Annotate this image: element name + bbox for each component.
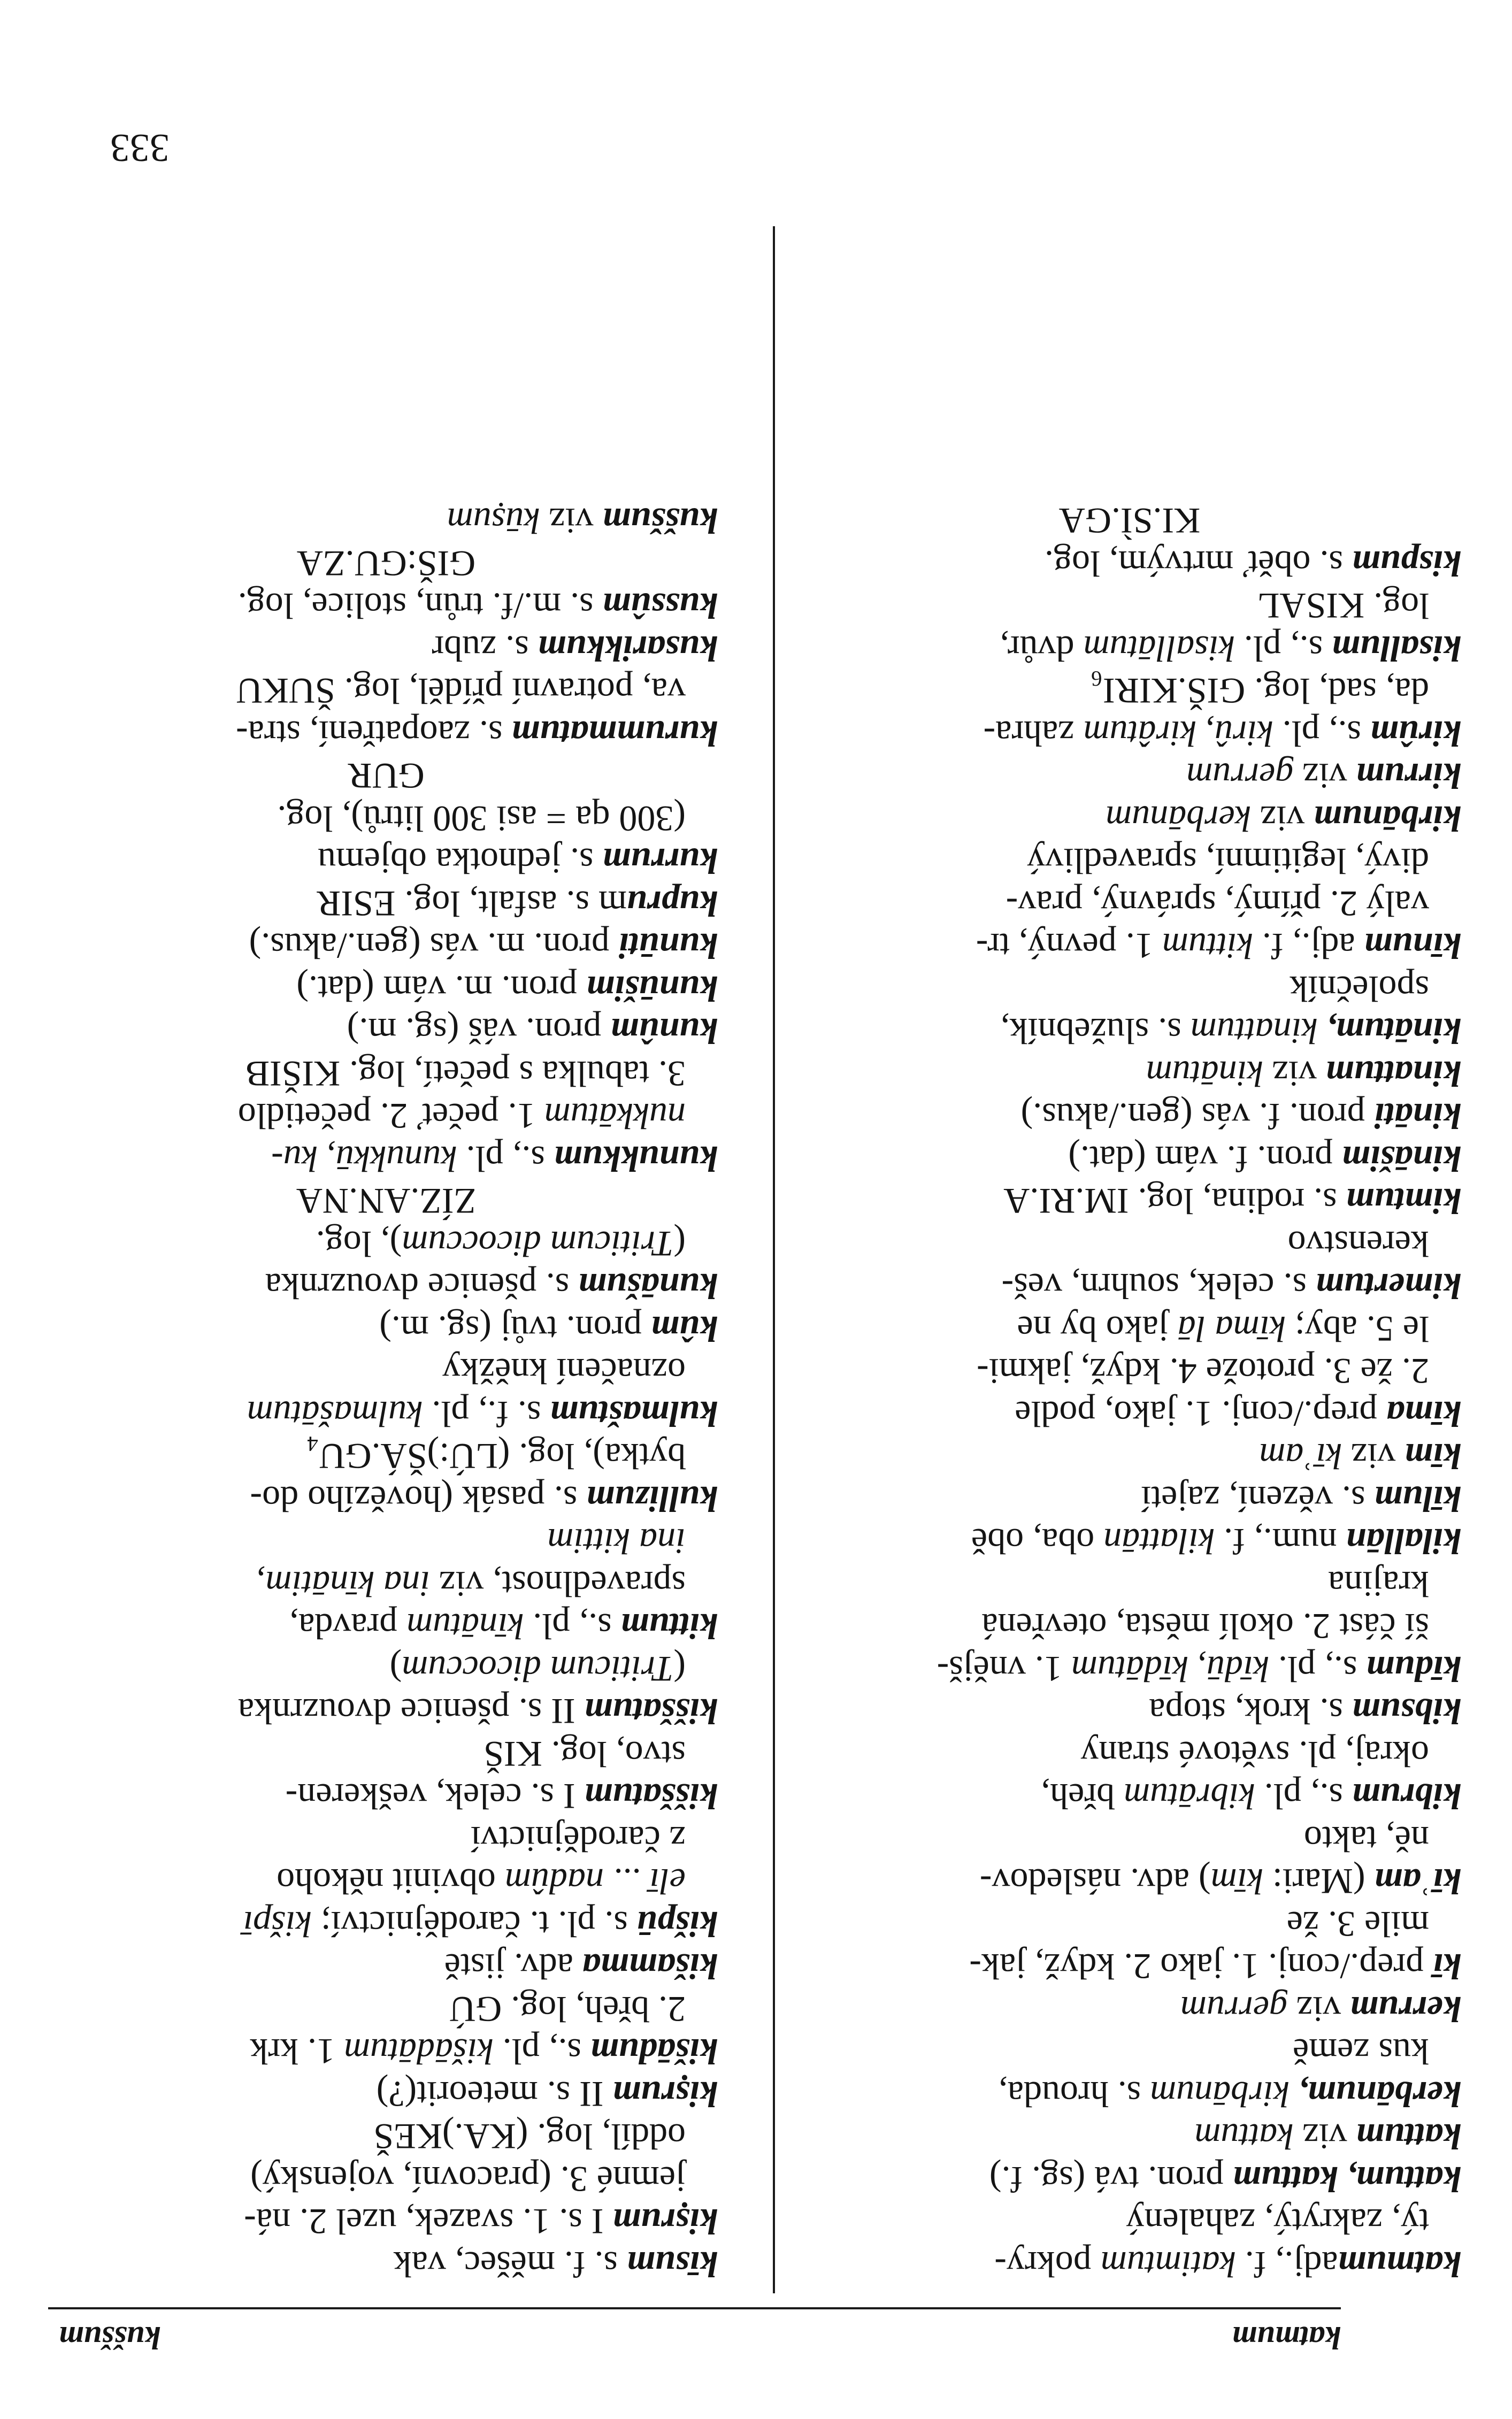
gloss-text: s., pl. — [1255, 1776, 1352, 1817]
italic-form: kulmašātum — [247, 1394, 423, 1434]
continuation-line — [55, 2158, 718, 2201]
gloss-text: krajina — [1328, 1564, 1429, 1604]
continuation-line — [55, 1988, 718, 2031]
headword: kurummatum — [511, 713, 718, 754]
entry-line — [55, 2030, 718, 2073]
headword: kirbānum — [1314, 798, 1461, 839]
entry-line — [798, 2158, 1461, 2201]
gloss-text: viz — [540, 501, 603, 542]
continuation-line — [798, 1733, 1461, 1776]
header-rule — [48, 2307, 1341, 2309]
gloss-text: da, sad, log. GIŠ.KIRI₆ — [1090, 671, 1429, 712]
gloss-text: s. pl. t. čarodějnictví; — [311, 1904, 637, 1945]
continuation-line — [798, 2200, 1461, 2243]
entry-line — [798, 1945, 1461, 1988]
continuation-line — [798, 1308, 1461, 1350]
entry-line — [55, 840, 718, 882]
headword: kišādum — [590, 2031, 718, 2072]
gloss-text: ZÍZ.AN.NA — [296, 1181, 477, 1222]
headword: kī — [1433, 1946, 1461, 1987]
gloss-text: 1. vnějš- — [937, 1649, 1071, 1690]
gloss-text: prep./conj. 1. jako 2. když, jak- — [969, 1946, 1433, 1987]
entry-line — [55, 1775, 718, 1818]
headword: kûm — [651, 1309, 718, 1349]
guide-word-left: katmum — [1232, 2320, 1341, 2355]
headword: kīlum — [1374, 1479, 1461, 1519]
headword: kupru — [626, 884, 718, 924]
continuation-line — [55, 1733, 718, 1776]
gloss-text: s. zaopatření, stra- — [236, 713, 512, 754]
gloss-text: ( — [673, 1224, 686, 1264]
gloss-text: viz — [1293, 756, 1356, 797]
headword: kurrum — [602, 841, 718, 882]
entry-line — [55, 2200, 718, 2243]
headword: kittum — [620, 1606, 718, 1647]
entry-line — [798, 1520, 1461, 1563]
entry-line — [798, 627, 1461, 670]
headword: kiṣrum — [612, 2201, 718, 2243]
logogram-line — [55, 755, 718, 797]
continuation-line — [798, 1605, 1461, 1648]
entry-line — [798, 712, 1461, 755]
continuation-line — [55, 670, 718, 712]
headword: kināšim — [1342, 1139, 1461, 1179]
headword: kerrum — [1350, 1989, 1461, 2030]
entry-line — [55, 2243, 718, 2286]
logogram-line — [55, 542, 718, 585]
italic-form: kūṣum — [447, 501, 540, 542]
entry-line — [55, 1478, 718, 1520]
continuation-line — [55, 1095, 718, 1138]
entry-line — [798, 925, 1461, 967]
gloss-text: okraj, pl. světové strany — [1080, 1734, 1429, 1775]
gloss-text: divý, legitimní, spravedlivý — [1027, 841, 1429, 882]
headword: kīnum — [1364, 926, 1461, 967]
gloss-text: (Mari: — [1263, 1861, 1375, 1902]
gloss-text: 1. krk — [250, 2031, 344, 2072]
continuation-line — [798, 1818, 1461, 1861]
gloss-text: 2. že 3. protože 4. když, jakmi- — [977, 1351, 1429, 1392]
continuation-line — [798, 1223, 1461, 1265]
headword: kišpū — [636, 1904, 718, 1945]
continuation-line — [55, 1053, 718, 1095]
gloss-text: jako by ne — [1017, 1309, 1178, 1349]
italic-form: kīm — [1210, 1861, 1263, 1902]
gloss-text: II s. pšenice dvouzrnka — [237, 1691, 585, 1732]
headword: kattum, — [1347, 2159, 1461, 2200]
entry-line — [55, 882, 718, 925]
entry-line — [55, 712, 718, 755]
headword: kinattum — [1325, 1054, 1461, 1094]
italic-form: kerbānum — [1106, 798, 1252, 839]
gloss-text — [1318, 1011, 1327, 1052]
continuation-line — [798, 1563, 1461, 1606]
headword: kattum — [1233, 2159, 1347, 2200]
gloss-text: viz — [1263, 1054, 1326, 1094]
italic-form: kunukkū, ku- — [271, 1139, 457, 1179]
entry-line — [55, 1605, 718, 1648]
continuation-line — [798, 585, 1461, 627]
continuation-line — [55, 1520, 718, 1563]
gloss-text: log. KISAL — [1257, 586, 1429, 627]
entry-line — [55, 1308, 718, 1350]
gloss-text: dvůr, — [1000, 628, 1084, 669]
gloss-text: ( — [673, 1649, 686, 1690]
headword: kirûm — [1370, 713, 1461, 754]
guide-word-right: kuššum — [59, 2320, 161, 2355]
headword: kiṣrum — [612, 2074, 718, 2115]
headword: kilallān — [1346, 1521, 1461, 1562]
headword: kinātum, — [1326, 1011, 1461, 1052]
headword: kīsum — [626, 2244, 718, 2285]
gloss-text: viz — [1293, 2116, 1356, 2157]
entry-line — [798, 1095, 1461, 1138]
continuation-line — [55, 1563, 718, 1606]
headword: kunūšim — [586, 969, 718, 1009]
continuation-line — [798, 1350, 1461, 1393]
entry-line — [798, 542, 1461, 585]
gloss-text: m s. asfalt, log. ESIR — [317, 884, 627, 924]
entry-line — [55, 967, 718, 1010]
gloss-text: s. zubr — [432, 628, 538, 669]
gloss-text: s. vězení, zajetí — [1141, 1479, 1375, 1519]
gloss-text: kerenstvo — [1287, 1224, 1429, 1264]
headword: kīdum — [1366, 1649, 1461, 1690]
headword: kirrum — [1356, 756, 1461, 797]
headword: kīʾam — [1374, 1861, 1461, 1902]
italic-form: kirbānum — [1150, 2074, 1290, 2115]
gloss-text: ) adv. následov- — [979, 1861, 1211, 1902]
italic-form: kīdū, kīdātum — [1071, 1649, 1270, 1690]
continuation-line — [798, 967, 1461, 1010]
gloss-text: pokry- — [994, 2244, 1101, 2285]
gloss-text: s. služebník, — [1000, 1011, 1191, 1052]
headword: kibrum — [1352, 1776, 1461, 1817]
gloss-text: stvo, log. KIŠ — [483, 1734, 686, 1775]
gloss-text: ), log. — [316, 1224, 402, 1264]
headword: kīma — [1386, 1394, 1461, 1434]
gloss-text: s. hrouda, — [998, 2074, 1150, 2115]
gloss-text: s. krok, stopa — [1149, 1691, 1352, 1732]
gloss-text: zahra- — [983, 713, 1084, 754]
entry-line — [798, 1393, 1461, 1435]
headword: kattum — [1356, 2116, 1461, 2157]
logogram-line — [55, 1180, 718, 1223]
gloss-text: označení kněžky — [442, 1351, 686, 1392]
gloss-text: adv. jistě — [444, 1946, 582, 1987]
gloss-text: s., pl. — [1234, 628, 1332, 669]
gloss-text: pron. m. vás (gen./akus.) — [249, 926, 619, 967]
gloss-text: KI.SÌ.GA — [1058, 501, 1201, 542]
gloss-text: prep./conj. 1. jako, podle — [1015, 1394, 1387, 1434]
continuation-line — [55, 1350, 718, 1393]
italic-form: kittum — [1162, 926, 1253, 967]
entry-line — [55, 2073, 718, 2116]
entry-line — [798, 1988, 1461, 2031]
gloss-text: s. m./f. trůn, stolice, log. — [237, 586, 603, 627]
gloss-text: I s. 1. svazek, uzel 2. ná- — [244, 2201, 613, 2243]
italic-form: kibrātum — [1124, 1776, 1255, 1817]
gloss-text: GUR — [348, 756, 425, 797]
headword: kunûm — [610, 1011, 718, 1052]
headword: kunāšum — [578, 1266, 718, 1307]
headword: kunūti — [618, 926, 718, 967]
entry-line — [798, 797, 1461, 840]
italic-form: kīma lā — [1177, 1309, 1286, 1349]
continuation-line — [798, 882, 1461, 925]
gloss-text: břeh, — [1041, 1776, 1124, 1817]
gloss-text: pron. f. vám (dat.) — [1068, 1139, 1342, 1179]
gloss-text: num., f. — [1215, 1521, 1346, 1562]
entry-line — [55, 1393, 718, 1435]
continuation-line — [55, 797, 718, 840]
entry-line — [798, 1478, 1461, 1520]
gloss-text: le 5. aby; — [1285, 1309, 1429, 1349]
headword: kunukkum — [554, 1139, 718, 1179]
entry-line — [798, 1690, 1461, 1733]
italic-form: elī ... nadûm — [504, 1861, 686, 1902]
italic-form: kišpī — [243, 1904, 312, 1945]
gloss-text: 2. břeh, log. GÚ — [449, 1989, 686, 2030]
continuation-line — [798, 2030, 1461, 2073]
entry-line — [798, 1180, 1461, 1223]
headword: kispum — [1352, 543, 1461, 584]
italic-form: Triticum dicoccum — [402, 1224, 674, 1264]
gloss-text: s., pl. — [524, 1606, 621, 1647]
gloss-text: oddíl, log. (KA.)KEŠ — [373, 2116, 686, 2157]
headword: kišamma — [582, 1946, 718, 1987]
gloss-text: (300 qa = asi 300 litrů), log. — [277, 798, 686, 839]
gloss-text: s. pšenice dvouzrnka — [265, 1266, 579, 1307]
entry-line — [55, 500, 718, 542]
gloss-text: oba, obě — [971, 1521, 1104, 1562]
gloss-text: viz — [1287, 1989, 1350, 2030]
gloss-text: obvinit někoho — [277, 1861, 505, 1902]
headword: kuššum — [602, 501, 718, 542]
headword: kisallum — [1332, 628, 1461, 669]
gloss-text: s. jednotka objemu — [317, 841, 603, 882]
continuation-line — [55, 1435, 718, 1478]
gloss-text: spravedlnost, viz — [430, 1564, 686, 1604]
entry-line — [55, 1945, 718, 1988]
gloss-text: společník — [1290, 969, 1429, 1009]
italic-form: Triticum dicoccum — [402, 1649, 674, 1690]
italic-form: kisallātum — [1083, 628, 1235, 669]
column-left — [798, 500, 1461, 2285]
gloss-text: s. rodina, log. IM.RI.A — [1003, 1181, 1346, 1222]
italic-form: kīʾam — [1259, 1436, 1342, 1477]
italic-form: kinattum — [1190, 1011, 1318, 1052]
entry-line — [55, 1010, 718, 1053]
gloss-text: ) — [389, 1649, 402, 1690]
logogram-line — [798, 500, 1461, 542]
italic-form: katimtum — [1100, 2244, 1236, 2285]
entry-line — [798, 2115, 1461, 2158]
headword: kiššatum — [584, 1776, 718, 1817]
entry-line — [798, 1053, 1461, 1095]
continuation-line — [55, 2115, 718, 2158]
continuation-line — [55, 1818, 718, 1861]
gloss-text: 1. pevný, tr- — [976, 926, 1162, 967]
italic-form: gerrum — [1186, 756, 1294, 797]
italic-form: nukkātum — [544, 1096, 686, 1137]
headword: kimertum — [1315, 1266, 1461, 1307]
headword: kusarikkum — [538, 628, 718, 669]
entry-line — [55, 1138, 718, 1180]
gloss-text: kus země — [1293, 2031, 1429, 2072]
italic-form: ina kittim — [547, 1521, 686, 1562]
continuation-line — [798, 840, 1461, 882]
gloss-text: pron. tvá (sg. f.) — [989, 2159, 1233, 2200]
headword: kussûm — [602, 586, 718, 627]
gloss-text: s. pasák (hovězího do- — [250, 1479, 587, 1519]
gloss-text: pron. f. vás (gen./akus.) — [1020, 1096, 1375, 1137]
page-number: 333 — [110, 126, 170, 170]
entry-line — [798, 1648, 1461, 1691]
gloss-text: adj., f. — [1253, 926, 1364, 967]
gloss-text: jemné 3. (pracovní, vojenský) — [250, 2159, 686, 2200]
entry-line — [55, 1903, 718, 1946]
gloss-text: s. celek, souhrn, veš- — [1001, 1266, 1316, 1307]
entry-line — [798, 755, 1461, 797]
entry-line — [798, 1775, 1461, 1818]
italic-form: kirû, kirâtum — [1083, 713, 1273, 754]
headword: kibsum — [1352, 1691, 1461, 1732]
gloss-text: viz — [1342, 1436, 1405, 1477]
gloss-text: mile 3. že — [1286, 1904, 1429, 1945]
gloss-text: bytka), log. (LÚ:)ŠÁ.GU₄ — [306, 1436, 686, 1477]
entry-line — [798, 1010, 1461, 1053]
headword: kerbānum, — [1298, 2074, 1461, 2115]
gloss-text: 1. pečeť 2. pečetidlo — [237, 1096, 544, 1137]
column-divider — [773, 226, 775, 2293]
gloss-text — [1290, 2074, 1299, 2115]
italic-form: kinātum — [1146, 1054, 1263, 1094]
entry-line — [55, 925, 718, 967]
gloss-text: s., pl. — [1273, 713, 1370, 754]
gloss-text: s., pl. — [457, 1139, 554, 1179]
gloss-text: II s. meteorit(?) — [376, 2074, 613, 2115]
headword: kiššatum — [584, 1691, 718, 1732]
gloss-text: GIŠ:GU.ZA — [296, 543, 476, 584]
gloss-text: valý 2. přímý, správný, prav- — [1006, 884, 1429, 924]
gloss-text: z čarodějnictví — [470, 1819, 686, 1860]
gloss-text: pron. váš (sg. m.) — [347, 1011, 611, 1052]
continuation-line — [55, 1860, 718, 1903]
gloss-text: viz — [1251, 798, 1314, 839]
gloss-text: 3. tabulka s pečetí, log. KIŠIB — [245, 1054, 686, 1094]
entry-line — [798, 2073, 1461, 2116]
headword: katmum — [1338, 2244, 1461, 2285]
gloss-text: I s. celek, veškeren- — [285, 1776, 585, 1817]
italic-form: kattum — [1194, 2116, 1294, 2157]
entry-line — [798, 1435, 1461, 1478]
entry-line — [798, 1860, 1461, 1903]
gloss-text: s. f. měšec, vak — [393, 2244, 627, 2285]
headword: kullizum — [586, 1479, 718, 1519]
gloss-text: s., pl. — [493, 2031, 590, 2072]
entry-line — [55, 1690, 718, 1733]
italic-form: kīnātum — [406, 1606, 524, 1647]
entry-line — [55, 1265, 718, 1308]
gloss-text: pravda, — [289, 1606, 407, 1647]
gloss-text: tý, zakrytý, zahalený — [1126, 2201, 1429, 2243]
italic-form: ina kīnātim, — [256, 1564, 431, 1604]
headword: kimtum — [1346, 1181, 1461, 1222]
entry-line — [798, 2243, 1461, 2286]
entry-line — [798, 1265, 1461, 1308]
headword: kināti — [1374, 1096, 1461, 1137]
italic-form: kišādātum — [344, 2031, 494, 2072]
column-right — [55, 500, 718, 2285]
gloss-text: pron. m. vám (dat.) — [296, 969, 587, 1009]
gloss-text: ší část 2. okolí města, otevřená — [981, 1606, 1429, 1647]
continuation-line — [55, 1223, 718, 1265]
gloss-text: va, potravní příděl, log. ŠUKU — [236, 671, 686, 712]
gloss-text: s. f., pl. — [423, 1394, 550, 1434]
headword: kulmaštum — [550, 1394, 718, 1434]
gloss-text: ně, takto — [1303, 1819, 1429, 1860]
entry-line — [55, 627, 718, 670]
gloss-text: s. oběť mrtvým, log. — [1045, 543, 1352, 584]
continuation-line — [798, 1903, 1461, 1946]
italic-form: gerrum — [1180, 1989, 1288, 2030]
entry-line — [55, 585, 718, 627]
headword: kīm — [1404, 1436, 1461, 1477]
italic-form: kilattān — [1103, 1521, 1215, 1562]
continuation-line — [55, 1648, 718, 1691]
gloss-text: s., pl. — [1269, 1649, 1367, 1690]
gloss-text: pron. tvůj (sg. m.) — [379, 1309, 651, 1349]
entry-line — [798, 1138, 1461, 1180]
continuation-line — [798, 670, 1461, 712]
gloss-text: adj., f. — [1235, 2244, 1338, 2285]
